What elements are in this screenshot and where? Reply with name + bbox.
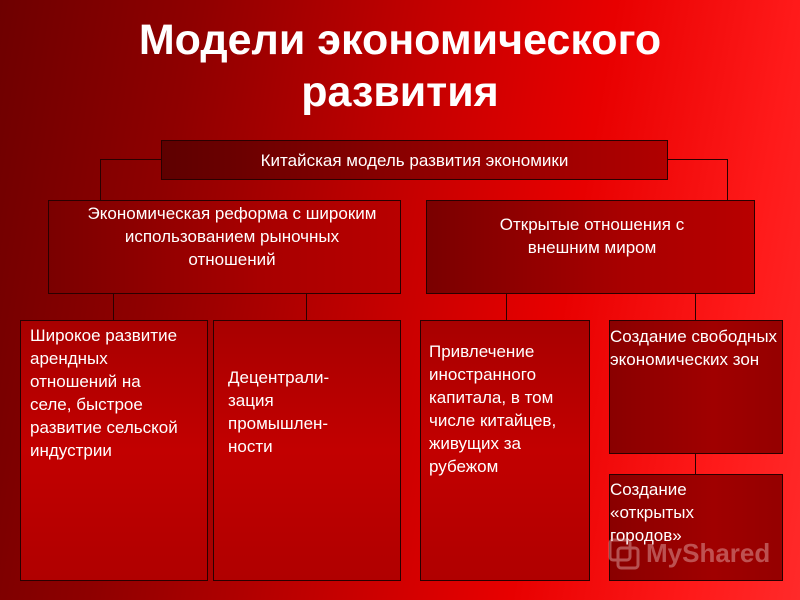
branch-right-label: Открытые отношения с внешним миром bbox=[499, 215, 685, 257]
connector-right-leaf4 bbox=[695, 293, 696, 321]
connector-left-leaf1 bbox=[113, 293, 114, 321]
connector-root-left-horizontal bbox=[100, 159, 162, 160]
leaf-box-3 bbox=[420, 320, 590, 581]
leaf-2-label: Децентрали-зация промышлен-ности bbox=[228, 368, 330, 456]
leaf-3-label: Привлечение иностранного капитала, в том числе китайцев, живущих за рубежом bbox=[429, 342, 557, 476]
leaf-1-label: Широкое развитие арендных отношений на селе, быстрое развитие сельской индустрии bbox=[30, 326, 178, 460]
connector-root-right-horizontal bbox=[667, 159, 727, 160]
connector-root-left-vertical bbox=[100, 159, 101, 201]
leaf-box-1 bbox=[20, 320, 208, 581]
leaf-4-label: Создание свободных экономических зон bbox=[610, 327, 778, 369]
leaf-5-label: Создание «открытых городов» bbox=[610, 480, 694, 545]
connector-left-leaf2 bbox=[306, 293, 307, 321]
watermark-brand: MyShared bbox=[646, 538, 771, 568]
root-box bbox=[161, 140, 668, 180]
connector-leaf4-leaf5 bbox=[695, 453, 696, 475]
leaf-box-2 bbox=[213, 320, 401, 581]
myshared-logo-icon bbox=[606, 536, 642, 572]
root-label: Китайская модель развития экономики bbox=[260, 150, 569, 170]
branch-box-left bbox=[48, 200, 401, 294]
slide-title bbox=[0, 14, 800, 118]
connector-right-leaf3 bbox=[506, 293, 507, 321]
leaf-box-4 bbox=[609, 320, 783, 454]
slide-title-line-2: развития bbox=[301, 68, 499, 116]
connector-root-right-vertical bbox=[727, 159, 728, 201]
slide-title-line-1: Модели экономического bbox=[138, 16, 662, 64]
branch-box-right bbox=[426, 200, 755, 294]
branch-left-label: Экономическая реформа с широким использованием рыночных отношений bbox=[87, 204, 377, 269]
watermark bbox=[606, 536, 786, 572]
